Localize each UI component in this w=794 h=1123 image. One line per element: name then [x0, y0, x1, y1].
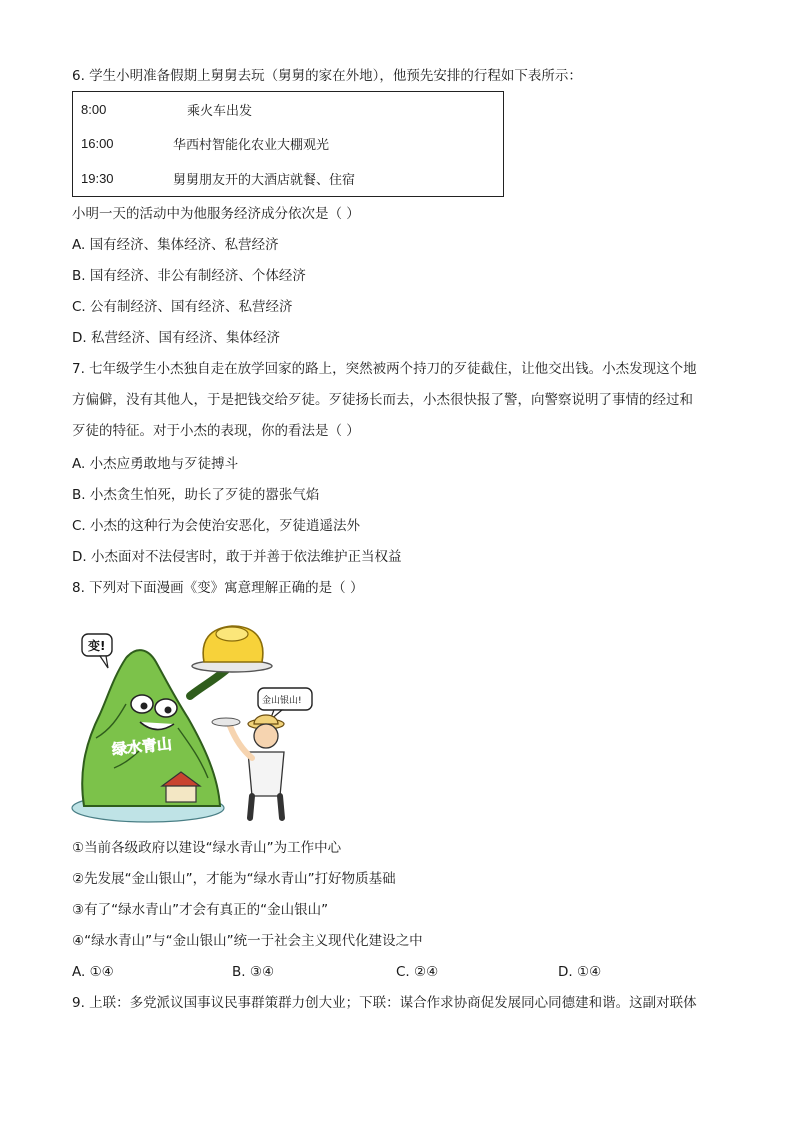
q7-stem-line-1: 7. 七年级学生小杰独自走在放学回家的路上，突然被两个持刀的歹徒截住，让他交出钱。小杰发现这个地	[72, 361, 697, 377]
pupil-left	[141, 703, 148, 710]
q8-statement-1: ①当前各级政府以建设“绿水青山”为工作中心	[72, 840, 342, 856]
man-legs	[250, 796, 282, 818]
q8-option-c: C. ②④	[396, 964, 439, 980]
q6-stem: 6. 学生小明准备假期上舅舅去玩（舅舅的家在外地），他预先安排的行程如下表所示：	[72, 68, 582, 84]
q6-option-b: B. 国有经济、非公有制经济、个体经济	[72, 268, 306, 284]
man-plate	[212, 718, 240, 726]
schedule-activity: 华西村智能化农业大棚观光	[173, 138, 330, 154]
q8-option-a: A. ①④	[72, 964, 114, 980]
q8-option-d: D. ①④	[558, 964, 602, 980]
schedule-activity: 舅舅朋友开的大酒店就餐、住宿	[173, 173, 356, 189]
q7-option-a: A. 小杰应勇敢地与歹徒搏斗	[72, 456, 239, 472]
schedule-table	[72, 91, 504, 197]
q7-option-c: C. 小杰的这种行为会使治安恶化，歹徒逍遥法外	[72, 518, 361, 534]
mountain-label: 绿水青山	[111, 734, 173, 759]
q6-question: 小明一天的活动中为他服务经济成分依次是（ ）	[72, 206, 360, 222]
table-row	[73, 92, 504, 127]
speech-bubble-tail	[100, 656, 108, 668]
gold-ingot-top	[216, 627, 248, 641]
q7-stem-line-2: 方偏僻，没有其他人，于是把钱交给歹徒。歹徒扬长而去，小杰很快报了警，向警察说明了事情的经过和	[72, 392, 693, 408]
q6-option-c: C. 公有制经济、国有经济、私营经济	[72, 299, 293, 315]
q8-option-b: B. ③④	[232, 964, 275, 980]
schedule-time: 16:00	[81, 136, 114, 152]
table-row	[73, 127, 504, 161]
mountain-arm	[190, 670, 226, 696]
schedule-activity: 乘火车出发	[187, 103, 253, 119]
table-row	[73, 161, 504, 196]
q7-option-d: D. 小杰面对不法侵害时，敢于并善于依法维护正当权益	[72, 549, 402, 565]
schedule-time: 8:00	[81, 101, 107, 117]
schedule-time: 19:30	[81, 171, 114, 187]
cartoon-illustration	[70, 618, 315, 826]
pupil-right	[165, 707, 172, 714]
q9-stem: 9. 上联：多党派议国事议民事群策群力创大业；下联：谋合作求协商促发展同心同德建和谐。这副对联体	[72, 995, 697, 1011]
q7-stem-line-3: 歹徒的特征。对于小杰的表现，你的看法是（ ）	[72, 423, 360, 439]
man-arm	[230, 726, 252, 758]
speech-bubble-right-text: 金山银山!	[262, 696, 302, 706]
q8-statement-4: ④“绿水青山”与“金山银山”统一于社会主义现代化建设之中	[72, 933, 423, 949]
speech-bubble-left-text: 变!	[88, 639, 106, 653]
q6-option-a: A. 国有经济、集体经济、私营经济	[72, 237, 279, 253]
man-head	[254, 724, 278, 748]
q7-option-b: B. 小杰贪生怕死，助长了歹徒的嚣张气焰	[72, 487, 320, 503]
q8-statement-3: ③有了“绿水青山”才会有真正的“金山银山”	[72, 902, 329, 918]
q8-statement-2: ②先发展“金山银山”，才能为“绿水青山”打好物质基础	[72, 871, 396, 887]
q6-option-d: D. 私营经济、国有经济、集体经济	[72, 330, 280, 346]
house-wall	[166, 784, 196, 802]
q8-stem: 8. 下列对下面漫画《变》寓意理解正确的是（ ）	[72, 580, 364, 596]
